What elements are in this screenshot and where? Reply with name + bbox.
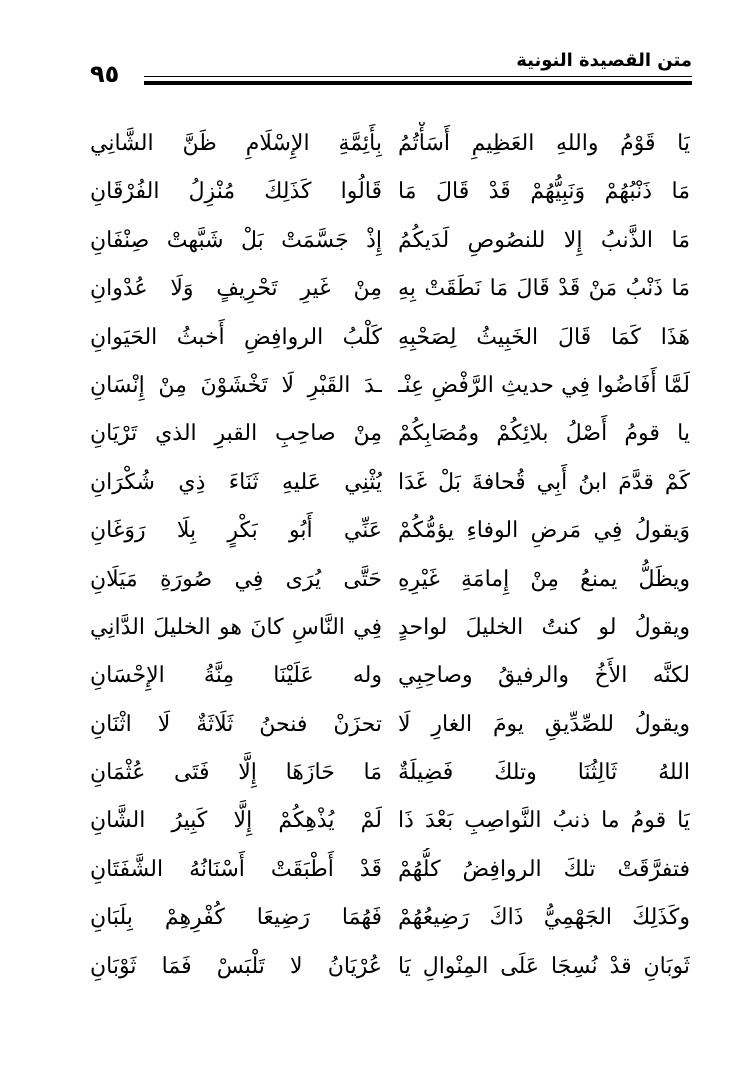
verse-line bbox=[90, 170, 690, 218]
verse-line bbox=[90, 896, 690, 944]
second-hemistich: لَمْ يُذْهِكُمْ إِلَّا كَبِيرُ الشَّانِ bbox=[90, 808, 382, 834]
second-hemistich: بِأَئِمَّةِ الإِسْلَامِ ظَنَّ الشَّانِي bbox=[90, 131, 382, 156]
first-hemistich: فتفرَّقَتْ تلكَ الروافِضُ كلُّهُمْ bbox=[398, 856, 690, 882]
second-hemistich: عَنِّي أَبُو بَكْرٍ بِلَا رَوَغَانِ bbox=[90, 518, 382, 544]
book-title: متن القصيدة النونية bbox=[516, 50, 692, 71]
verse-line bbox=[90, 364, 690, 412]
verse-line bbox=[90, 461, 690, 509]
page-number: ٩٥ bbox=[90, 60, 120, 88]
header-rule-thin bbox=[144, 76, 692, 77]
second-hemistich: كَلْبُ الروافِضِ أَخبثُ الحَيَوانِ bbox=[90, 324, 382, 350]
verse-line bbox=[90, 558, 690, 606]
verse-line bbox=[90, 412, 690, 460]
second-hemistich: مَا حَازَهَا إِلَّا فَتَى عُثْمَانِ bbox=[90, 760, 382, 786]
second-hemistich: قَدْ أَطْبَقَتْ أَسْنَانُهُ الشَّفَتَانِ bbox=[90, 856, 382, 882]
verse-line bbox=[90, 945, 690, 993]
poem-body bbox=[90, 122, 690, 993]
second-hemistich: تحزَنْ فنحنُ ثَلَاثَةٌ لَا اثْنَانِ bbox=[90, 711, 382, 737]
second-hemistich: ـدَ القَبْرِ لَا تَخْشَوْنَ مِنْ إِنْسَانِ bbox=[90, 372, 382, 398]
first-hemistich: وكَذَلِكَ الجَهْمِيُّ ذَاكَ رَضِيعُهُمْ bbox=[398, 905, 690, 931]
page-header bbox=[80, 44, 692, 92]
second-hemistich: فَهُمَا رَضِيعَا كُفْرِهِمْ بِلَبَانِ bbox=[90, 905, 382, 931]
first-hemistich: لكنَّه الأَخُ والرفيقُ وصاحِبِي bbox=[398, 663, 690, 689]
second-hemistich: فِي النَّاسِ كانَ هو الخليلَ الدَّانِي bbox=[90, 614, 382, 640]
verse-line bbox=[90, 267, 690, 315]
first-hemistich: هَذَا كَمَا قَالَ الخَبِيثُ لِصَحْبِهِ bbox=[398, 324, 690, 350]
verse-line bbox=[90, 509, 690, 557]
first-hemistich: ثَوبَانِ قدْ نُسِجَا عَلَى المِنْوالِ يَا bbox=[398, 953, 690, 979]
second-hemistich: مِنْ غَيرِ تَحْرِيفٍ وَلَا عُدْوانِ bbox=[90, 276, 382, 302]
verse-line bbox=[90, 751, 690, 799]
verse-line bbox=[90, 799, 690, 847]
first-hemistich: اللهُ ثَالِثُنَا وتلكَ فَضِيلَةٌ bbox=[398, 760, 690, 786]
second-hemistich: يُثْنِي عَليهِ ثَنَاءَ ذِي شُكْرَانِ bbox=[90, 469, 382, 495]
second-hemistich: قَالُوا كَذَلِكَ مُنْزِلُ الفُرْقَانِ bbox=[90, 179, 382, 205]
first-hemistich: وَيقولُ فِي مَرضِ الوفاءِ يؤمُّكُمْ bbox=[398, 518, 690, 544]
first-hemistich: مَا ذَنْبُ مَنْ قَدْ قَالَ مَا نَطَقَتْ بِهِ bbox=[398, 276, 690, 302]
second-hemistich: مِنْ صاحِبِ القبرِ الذي تَرْيَانِ bbox=[90, 421, 382, 447]
second-hemistich: عُرْيَانُ لا تَلْبَسْ فَمَا ثَوْبَانِ bbox=[90, 953, 382, 979]
first-hemistich: يا قومُ أَصْلُ بلائِكُمْ ومُصَابِكُمْ bbox=[398, 421, 690, 447]
first-hemistich: يَا قَوْمُ واللهِ العَظِيمِ أَسَأْتُمُ bbox=[398, 131, 690, 156]
verse-line bbox=[90, 848, 690, 896]
header-rule-thick bbox=[144, 81, 692, 85]
first-hemistich: مَا الذَّنبُ إِلا للنصُوصِ لَدَيكُمُ bbox=[398, 227, 690, 253]
first-hemistich: مَا ذَنْبُهُمْ وَنَبِيُّهُمْ قَدْ قَالَ مَا bbox=[398, 179, 690, 205]
first-hemistich: ويقولُ لو كنتُ الخليلَ لواحدٍ bbox=[398, 614, 690, 640]
first-hemistich: ويقولُ للصِّدِّيقِ يومَ الغارِ لَا bbox=[398, 711, 690, 737]
verse-line bbox=[90, 316, 690, 364]
first-hemistich: لَمَّا أَفَاضُوا فِي حديثِ الرَّفْضِ عِنْـ bbox=[398, 372, 690, 398]
verse-line bbox=[90, 122, 690, 170]
first-hemistich: كَمْ قدَّمَ ابنُ أَبِي قُحافةَ بَلْ غَدَا bbox=[398, 469, 690, 495]
verse-line bbox=[90, 219, 690, 267]
first-hemistich: ويظَلُّ يمنعُ مِنْ إِمامَةِ غَيْرِهِ bbox=[398, 566, 690, 592]
second-hemistich: حَتَّى يُرَى فِي صُورَةِ مَيَلَانِ bbox=[90, 566, 382, 592]
first-hemistich: يَا قومُ ما ذنبُ النَّواصِبِ بَعْدَ ذَا bbox=[398, 808, 690, 834]
second-hemistich: إِذْ جَسَّمَتْ بَلْ شَبَّهتْ صِنْفَانِ bbox=[90, 227, 382, 253]
verse-line bbox=[90, 606, 690, 654]
verse-line bbox=[90, 654, 690, 702]
verse-line bbox=[90, 703, 690, 751]
second-hemistich: وله عَلَيْنَا مِنَّةُ الإِحْسَانِ bbox=[90, 663, 382, 689]
